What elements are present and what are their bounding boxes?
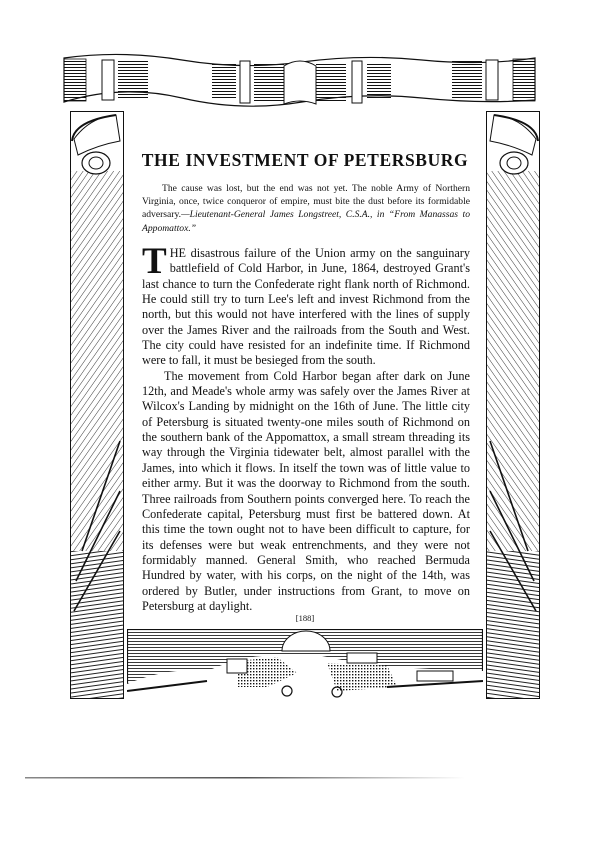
- paragraph-2: The movement from Cold Harbor began after dark on June 12th, and Meade's whole army was safely over the James River at Wilcox's Landing by midnight on the 16th of June. The little city of Petersburg is situated twenty-one miles south of Richmond on the southern bank of the Appomattox, a small stream threading its way through the Virginia tidewater belt, almost parallel with the James, into which it flows. In itself the town was of little value to either army. But it was the doorway to Richmond from the south. Three railroads from Southern points converged here. To reach the Confederate capital, Petersburg must first be battered down. At this time the town ought not to have been difficult to capture, for its defenses were but weak entrenchments, and they were not formidably manned. General Smith, who reached Bermuda Hundred by water, with his corps, on the night of the 14th, was ordered by Butler, under instructions from Grant, to move on Petersburg at daylight.: [142, 368, 470, 613]
- fortified-town-illustration: [127, 629, 483, 699]
- chapter-title: THE INVESTMENT OF PETERSBURG: [141, 150, 469, 170]
- epigraph-attribution: —Lieutenant-General James Longstreet, C.S.A., in “From Manassas to Appomattox.”: [142, 209, 470, 234]
- epigraph-text: The cause was lost, but the end was not yet. The noble Army of Northern Virginia, once, twice conqueror of empire, must bite the dust before its formidable adversary.: [142, 183, 470, 221]
- epigraph: [142, 182, 470, 235]
- page-number: [188]: [295, 613, 315, 623]
- paragraph-1: [142, 241, 470, 369]
- body-text: [142, 241, 470, 614]
- drop-cap: T: [142, 241, 167, 282]
- scroll-banner-ornament: [62, 52, 537, 112]
- scan-edge-line: [25, 777, 465, 779]
- right-border-panel: [486, 111, 540, 699]
- paragraph-1-text: HE disastrous failure of the Union army on the sanguinary battlefield of Cold Harbor, in June, 1864, destroyed Grant's last chance to turn the Confederate right flank north of Richmond. He could still try to turn Lee's left and invest Richmond from the north, but this would not have interfered with the lines of supply over the James River and the railroads from the South and West. The city could have resisted for an indefinite time. If Richmond were to fall, it must be besieged from the south.: [142, 246, 470, 368]
- left-border-panel: [70, 111, 124, 699]
